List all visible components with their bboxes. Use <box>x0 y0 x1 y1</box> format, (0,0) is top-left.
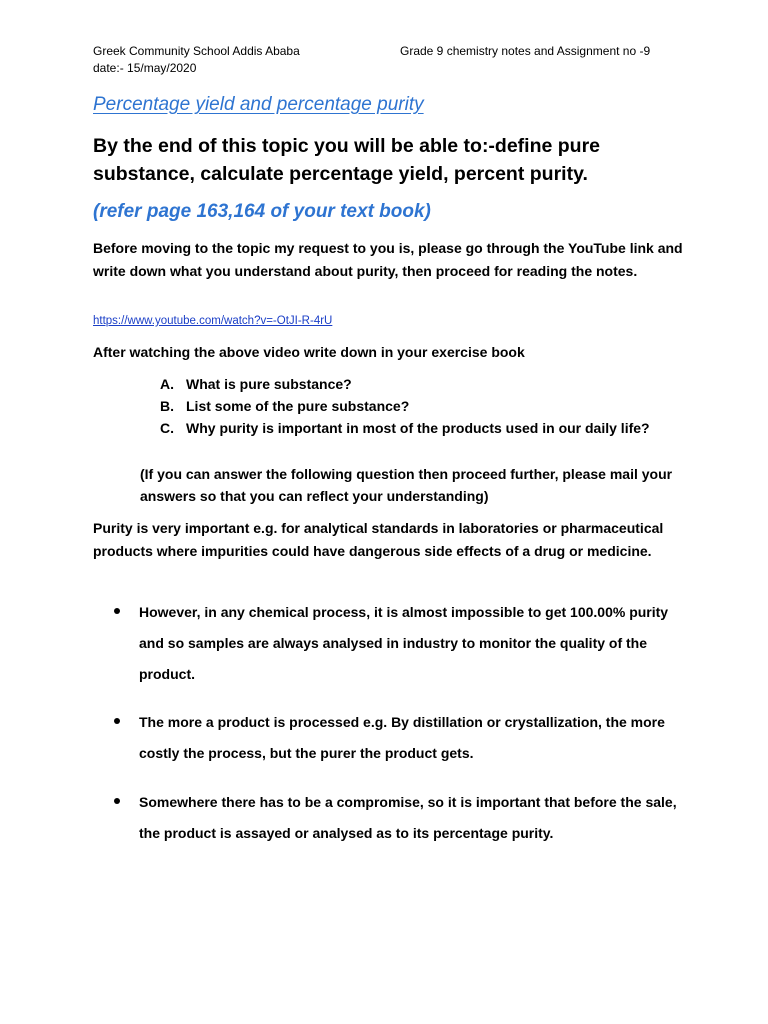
question-text: List some of the pure substance? <box>186 398 410 414</box>
question-item <box>160 395 700 417</box>
bullet-item <box>139 787 684 849</box>
learning-objectives: By the end of this topic you will be able to:-define pure substance, calculate percentage yield, percent purity. <box>93 135 601 185</box>
header-school: Greek Community School Addis Ababa <box>93 44 300 58</box>
page-title: Percentage yield and percentage purity <box>93 94 424 115</box>
question-letter: C. <box>160 420 174 436</box>
bullet-icon <box>114 798 120 804</box>
bullet-text: Somewhere there has to be a compromise, so it is important that before the sale, the product is assayed or analysed as to its percentage purity. <box>139 794 677 841</box>
question-letter: B. <box>160 398 174 414</box>
question-item <box>160 417 700 439</box>
bullet-text: The more a product is processed e.g. By distillation or crystallization, the more costly the process, but the purer the product gets. <box>139 714 665 761</box>
textbook-reference: (refer page 163,164 of your text book) <box>93 201 431 222</box>
purity-paragraph: Purity is very important e.g. for analytical standards in laboratories or pharmaceutical products where impurities could have dangerous side effects of a drug or medicine. <box>93 520 664 559</box>
exercise-instruction: After watching the above video write down in your exercise book <box>93 344 525 360</box>
bullet-item <box>139 707 684 769</box>
header-date: date:- 15/may/2020 <box>93 61 197 75</box>
header-grade: Grade 9 chemistry notes and Assignment no -9 <box>400 44 651 58</box>
question-item <box>160 373 700 395</box>
question-letter: A. <box>160 376 174 392</box>
bullet-text: However, in any chemical process, it is almost impossible to get 100.00% purity and so samples are always analysed in industry to monitor the quality of the product. <box>139 604 669 682</box>
question-list <box>160 373 700 439</box>
mail-note: (If you can answer the following question then proceed further, please mail your answers so that you can reflect your understanding) <box>140 466 673 504</box>
youtube-link[interactable]: https://www.youtube.com/watch?v=-OtJI-R-4rU <box>93 315 333 327</box>
bullet-icon <box>114 608 120 614</box>
bullet-icon <box>114 718 120 724</box>
question-text: Why purity is important in most of the products used in our daily life? <box>186 420 650 436</box>
bullet-item <box>139 597 684 690</box>
intro-paragraph: Before moving to the topic my request to you is, please go through the YouTube link and write down what you understand about purity, then proceed for reading the notes. <box>93 240 683 279</box>
question-text: What is pure substance? <box>186 376 352 392</box>
